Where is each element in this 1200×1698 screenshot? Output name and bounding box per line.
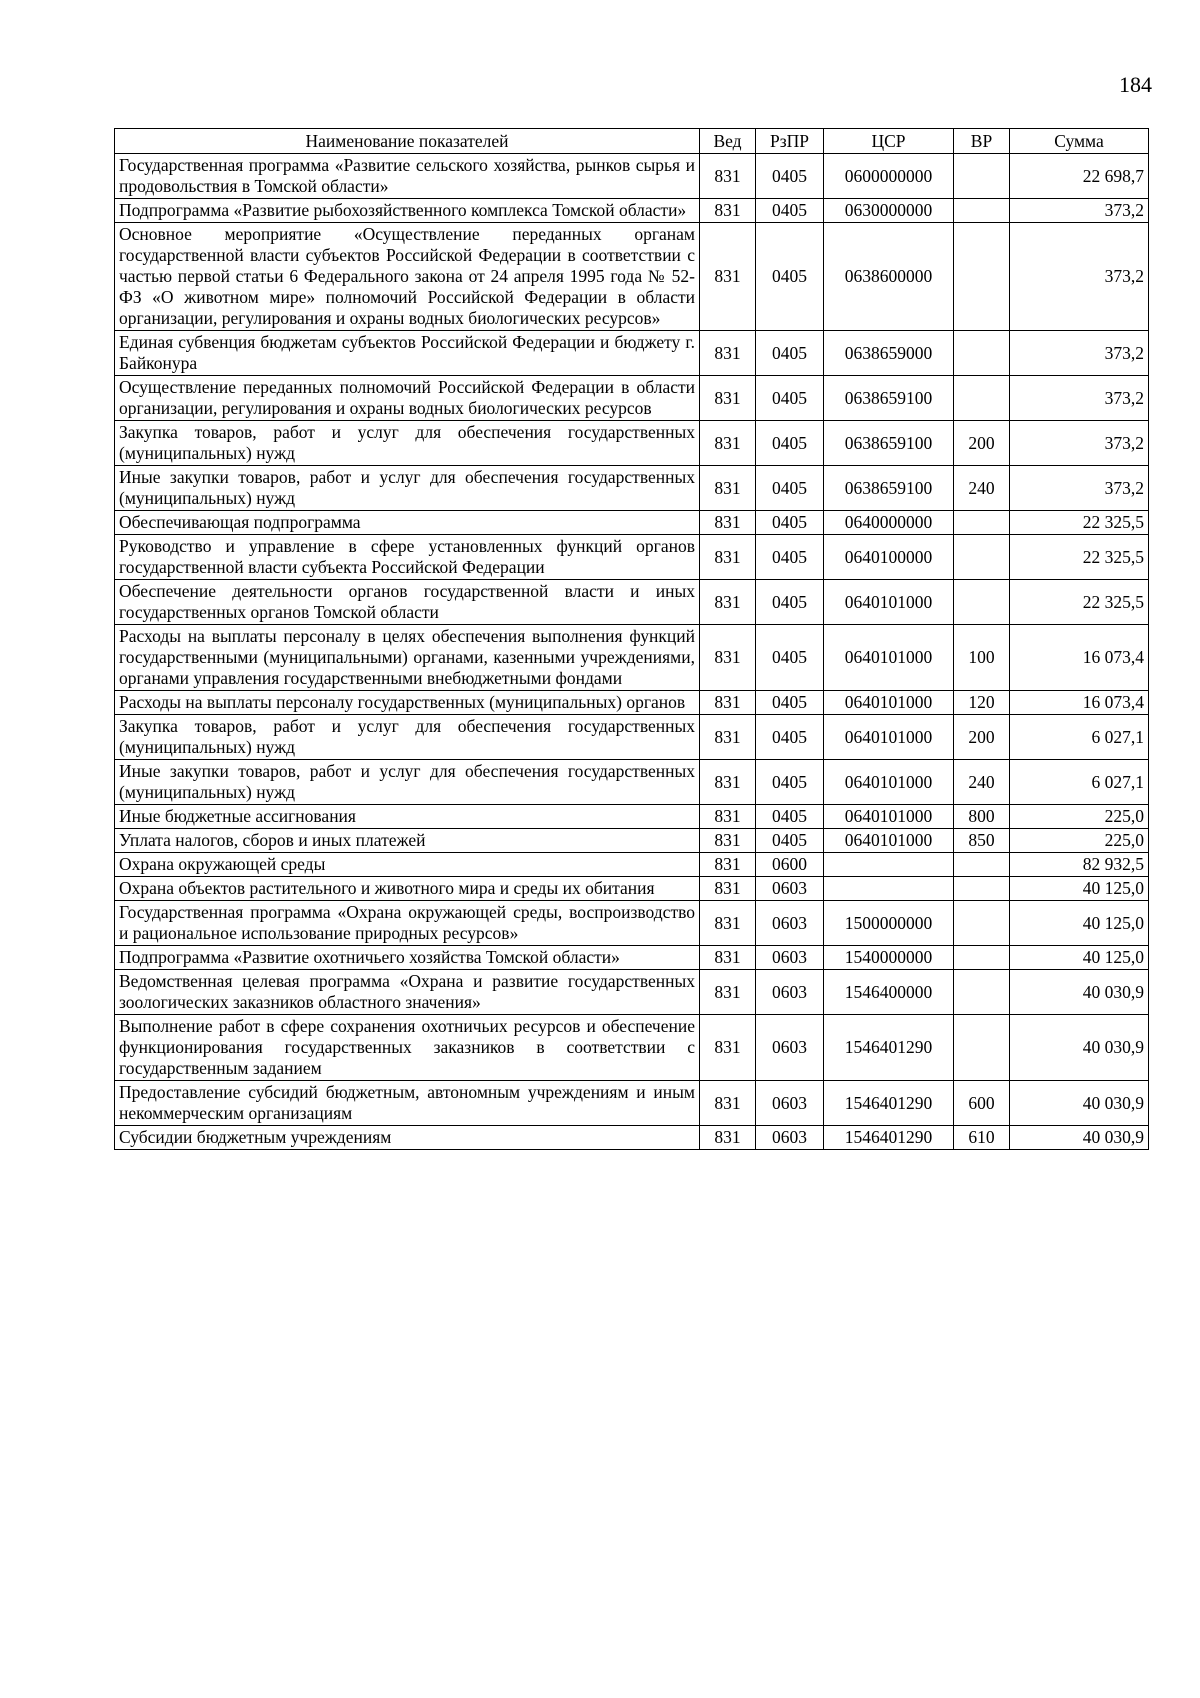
- row-ved: 831: [700, 199, 756, 223]
- table-header-row: [115, 129, 1149, 154]
- table-row: [115, 691, 1149, 715]
- budget-table: [114, 128, 1149, 1150]
- row-sum: 6 027,1: [1010, 760, 1149, 805]
- row-rzpr: 0405: [756, 421, 824, 466]
- row-name: Предоставление субсидий бюджетным, автономным учреждениям и иным некоммерческим организациям: [115, 1081, 700, 1126]
- row-rzpr: 0405: [756, 805, 824, 829]
- row-ved: 831: [700, 223, 756, 331]
- row-sum: 225,0: [1010, 805, 1149, 829]
- row-csr: 0638600000: [824, 223, 954, 331]
- row-csr: 0640101000: [824, 829, 954, 853]
- row-csr: 0638659000: [824, 331, 954, 376]
- table-row: [115, 829, 1149, 853]
- row-sum: 40 125,0: [1010, 877, 1149, 901]
- row-vr: 200: [954, 715, 1010, 760]
- row-rzpr: 0405: [756, 691, 824, 715]
- header-csr: ЦСР: [824, 129, 954, 154]
- row-name: Ведомственная целевая программа «Охрана и развитие государственных зоологических заказников областного значения»: [115, 970, 700, 1015]
- page-number: 184: [1119, 72, 1152, 97]
- table-row: [115, 580, 1149, 625]
- row-name: Обеспечивающая подпрограмма: [115, 511, 700, 535]
- row-vr: 200: [954, 421, 1010, 466]
- table-row: [115, 625, 1149, 691]
- row-vr: 100: [954, 625, 1010, 691]
- row-vr: [954, 223, 1010, 331]
- row-ved: 831: [700, 805, 756, 829]
- row-rzpr: 0405: [756, 376, 824, 421]
- row-vr: 240: [954, 466, 1010, 511]
- table-row: [115, 466, 1149, 511]
- row-ved: 831: [700, 421, 756, 466]
- row-csr: 1546401290: [824, 1081, 954, 1126]
- row-vr: [954, 946, 1010, 970]
- row-csr: 0638659100: [824, 376, 954, 421]
- row-sum: 16 073,4: [1010, 625, 1149, 691]
- header-ved: Вед: [700, 129, 756, 154]
- row-csr: 0640101000: [824, 580, 954, 625]
- row-rzpr: 0405: [756, 760, 824, 805]
- table-row: [115, 421, 1149, 466]
- row-csr: 0640101000: [824, 691, 954, 715]
- row-name: Расходы на выплаты персоналу в целях обеспечения выполнения функций государственными (муниципальными) органами, казенными учреждениями, органами управления государственными внебюджетными фондами: [115, 625, 700, 691]
- header-name: Наименование показателей: [115, 129, 700, 154]
- row-sum: 373,2: [1010, 376, 1149, 421]
- table-row: [115, 199, 1149, 223]
- row-csr: 1546401290: [824, 1015, 954, 1081]
- row-ved: 831: [700, 1126, 756, 1150]
- row-sum: 22 325,5: [1010, 535, 1149, 580]
- row-name: Осуществление переданных полномочий Российской Федерации в области организации, регулирования и охраны водных биологических ресурсов: [115, 376, 700, 421]
- row-csr: 0640101000: [824, 760, 954, 805]
- row-rzpr: 0405: [756, 580, 824, 625]
- row-vr: 800: [954, 805, 1010, 829]
- table-row: [115, 946, 1149, 970]
- row-sum: 40 125,0: [1010, 901, 1149, 946]
- row-name: Обеспечение деятельности органов государственной власти и иных государственных органов Томской области: [115, 580, 700, 625]
- row-sum: 40 030,9: [1010, 970, 1149, 1015]
- row-sum: 373,2: [1010, 223, 1149, 331]
- row-name: Закупка товаров, работ и услуг для обеспечения государственных (муниципальных) нужд: [115, 715, 700, 760]
- row-ved: 831: [700, 946, 756, 970]
- row-vr: [954, 535, 1010, 580]
- table-row: [115, 1081, 1149, 1126]
- row-rzpr: 0405: [756, 511, 824, 535]
- row-rzpr: 0405: [756, 223, 824, 331]
- row-sum: 225,0: [1010, 829, 1149, 853]
- header-vr: ВР: [954, 129, 1010, 154]
- row-sum: 22 325,5: [1010, 580, 1149, 625]
- row-rzpr: 0603: [756, 1126, 824, 1150]
- row-name: Выполнение работ в сфере сохранения охотничьих ресурсов и обеспечение функционирования государственных заказников в соответствии с государственным заданием: [115, 1015, 700, 1081]
- row-vr: 610: [954, 1126, 1010, 1150]
- row-csr: [824, 877, 954, 901]
- row-name: Государственная программа «Развитие сельского хозяйства, рынков сырья и продовольствия в Томской области»: [115, 154, 700, 199]
- row-sum: 40 030,9: [1010, 1126, 1149, 1150]
- table-row: [115, 535, 1149, 580]
- row-rzpr: 0405: [756, 154, 824, 199]
- table-row: [115, 853, 1149, 877]
- row-ved: 831: [700, 877, 756, 901]
- row-vr: [954, 901, 1010, 946]
- row-csr: 1540000000: [824, 946, 954, 970]
- row-rzpr: 0603: [756, 901, 824, 946]
- row-ved: 831: [700, 580, 756, 625]
- header-sum: Сумма: [1010, 129, 1149, 154]
- table-row: [115, 511, 1149, 535]
- row-vr: 850: [954, 829, 1010, 853]
- row-vr: [954, 580, 1010, 625]
- row-name: Иные бюджетные ассигнования: [115, 805, 700, 829]
- row-name: Подпрограмма «Развитие охотничьего хозяйства Томской области»: [115, 946, 700, 970]
- row-name: Государственная программа «Охрана окружающей среды, воспроизводство и рациональное использование природных ресурсов»: [115, 901, 700, 946]
- row-ved: 831: [700, 715, 756, 760]
- row-csr: 1546400000: [824, 970, 954, 1015]
- row-ved: 831: [700, 376, 756, 421]
- row-rzpr: 0405: [756, 829, 824, 853]
- row-ved: 831: [700, 853, 756, 877]
- row-vr: [954, 1015, 1010, 1081]
- table-body: [115, 154, 1149, 1150]
- row-vr: 240: [954, 760, 1010, 805]
- row-sum: 373,2: [1010, 466, 1149, 511]
- row-sum: 40 125,0: [1010, 946, 1149, 970]
- row-ved: 831: [700, 625, 756, 691]
- row-name: Руководство и управление в сфере установленных функций органов государственной власти субъекта Российской Федерации: [115, 535, 700, 580]
- row-ved: 831: [700, 970, 756, 1015]
- row-rzpr: 0603: [756, 1015, 824, 1081]
- table-row: [115, 1126, 1149, 1150]
- table-row: [115, 376, 1149, 421]
- row-csr: 0630000000: [824, 199, 954, 223]
- row-sum: 373,2: [1010, 331, 1149, 376]
- row-vr: [954, 970, 1010, 1015]
- row-rzpr: 0603: [756, 970, 824, 1015]
- row-csr: 0638659100: [824, 466, 954, 511]
- table-row: [115, 805, 1149, 829]
- row-csr: 0638659100: [824, 421, 954, 466]
- row-ved: 831: [700, 535, 756, 580]
- row-vr: [954, 376, 1010, 421]
- row-name: Иные закупки товаров, работ и услуг для обеспечения государственных (муниципальных) нужд: [115, 760, 700, 805]
- table-row: [115, 1015, 1149, 1081]
- row-ved: 831: [700, 901, 756, 946]
- table-row: [115, 901, 1149, 946]
- row-csr: 0600000000: [824, 154, 954, 199]
- row-rzpr: 0405: [756, 715, 824, 760]
- table-row: [115, 715, 1149, 760]
- row-sum: 40 030,9: [1010, 1015, 1149, 1081]
- row-rzpr: 0405: [756, 535, 824, 580]
- row-ved: 831: [700, 1081, 756, 1126]
- row-sum: 22 325,5: [1010, 511, 1149, 535]
- row-sum: 16 073,4: [1010, 691, 1149, 715]
- row-rzpr: 0405: [756, 466, 824, 511]
- row-name: Единая субвенция бюджетам субъектов Российской Федерации и бюджету г. Байконура: [115, 331, 700, 376]
- row-vr: [954, 853, 1010, 877]
- row-rzpr: 0405: [756, 199, 824, 223]
- row-rzpr: 0603: [756, 946, 824, 970]
- row-sum: 6 027,1: [1010, 715, 1149, 760]
- row-name: Уплата налогов, сборов и иных платежей: [115, 829, 700, 853]
- row-csr: 0640100000: [824, 535, 954, 580]
- row-csr: 0640101000: [824, 625, 954, 691]
- row-vr: 600: [954, 1081, 1010, 1126]
- row-ved: 831: [700, 511, 756, 535]
- table-row: [115, 760, 1149, 805]
- row-sum: 22 698,7: [1010, 154, 1149, 199]
- row-ved: 831: [700, 331, 756, 376]
- row-sum: 373,2: [1010, 421, 1149, 466]
- row-csr: 0640101000: [824, 715, 954, 760]
- header-rzpr: РзПР: [756, 129, 824, 154]
- row-vr: [954, 877, 1010, 901]
- row-sum: 82 932,5: [1010, 853, 1149, 877]
- row-name: Охрана окружающей среды: [115, 853, 700, 877]
- row-csr: 0640101000: [824, 805, 954, 829]
- row-name: Субсидии бюджетным учреждениям: [115, 1126, 700, 1150]
- row-ved: 831: [700, 691, 756, 715]
- row-csr: 1500000000: [824, 901, 954, 946]
- row-name: Охрана объектов растительного и животного мира и среды их обитания: [115, 877, 700, 901]
- row-name: Основное мероприятие «Осуществление переданных органам государственной власти субъектов Российской Федерации в соответствии с частью первой статьи 6 Федерального закона от 24 апреля 1995 года № 52-ФЗ «О животном мире» полномочий Российской Федерации в области организации, регулирования и охраны водных биологических ресурсов»: [115, 223, 700, 331]
- row-name: Расходы на выплаты персоналу государственных (муниципальных) органов: [115, 691, 700, 715]
- row-vr: [954, 154, 1010, 199]
- row-rzpr: 0603: [756, 877, 824, 901]
- row-ved: 831: [700, 466, 756, 511]
- table-row: [115, 154, 1149, 199]
- row-csr: 1546401290: [824, 1126, 954, 1150]
- row-csr: [824, 853, 954, 877]
- table-row: [115, 331, 1149, 376]
- table-row: [115, 877, 1149, 901]
- row-vr: [954, 199, 1010, 223]
- row-sum: 373,2: [1010, 199, 1149, 223]
- row-rzpr: 0600: [756, 853, 824, 877]
- row-vr: [954, 331, 1010, 376]
- row-ved: 831: [700, 1015, 756, 1081]
- row-sum: 40 030,9: [1010, 1081, 1149, 1126]
- row-csr: 0640000000: [824, 511, 954, 535]
- row-name: Иные закупки товаров, работ и услуг для обеспечения государственных (муниципальных) нужд: [115, 466, 700, 511]
- table-row: [115, 223, 1149, 331]
- row-ved: 831: [700, 760, 756, 805]
- row-ved: 831: [700, 154, 756, 199]
- row-rzpr: 0405: [756, 625, 824, 691]
- row-vr: [954, 511, 1010, 535]
- row-rzpr: 0603: [756, 1081, 824, 1126]
- row-rzpr: 0405: [756, 331, 824, 376]
- row-vr: 120: [954, 691, 1010, 715]
- row-name: Подпрограмма «Развитие рыбохозяйственного комплекса Томской области»: [115, 199, 700, 223]
- row-ved: 831: [700, 829, 756, 853]
- table-row: [115, 970, 1149, 1015]
- row-name: Закупка товаров, работ и услуг для обеспечения государственных (муниципальных) нужд: [115, 421, 700, 466]
